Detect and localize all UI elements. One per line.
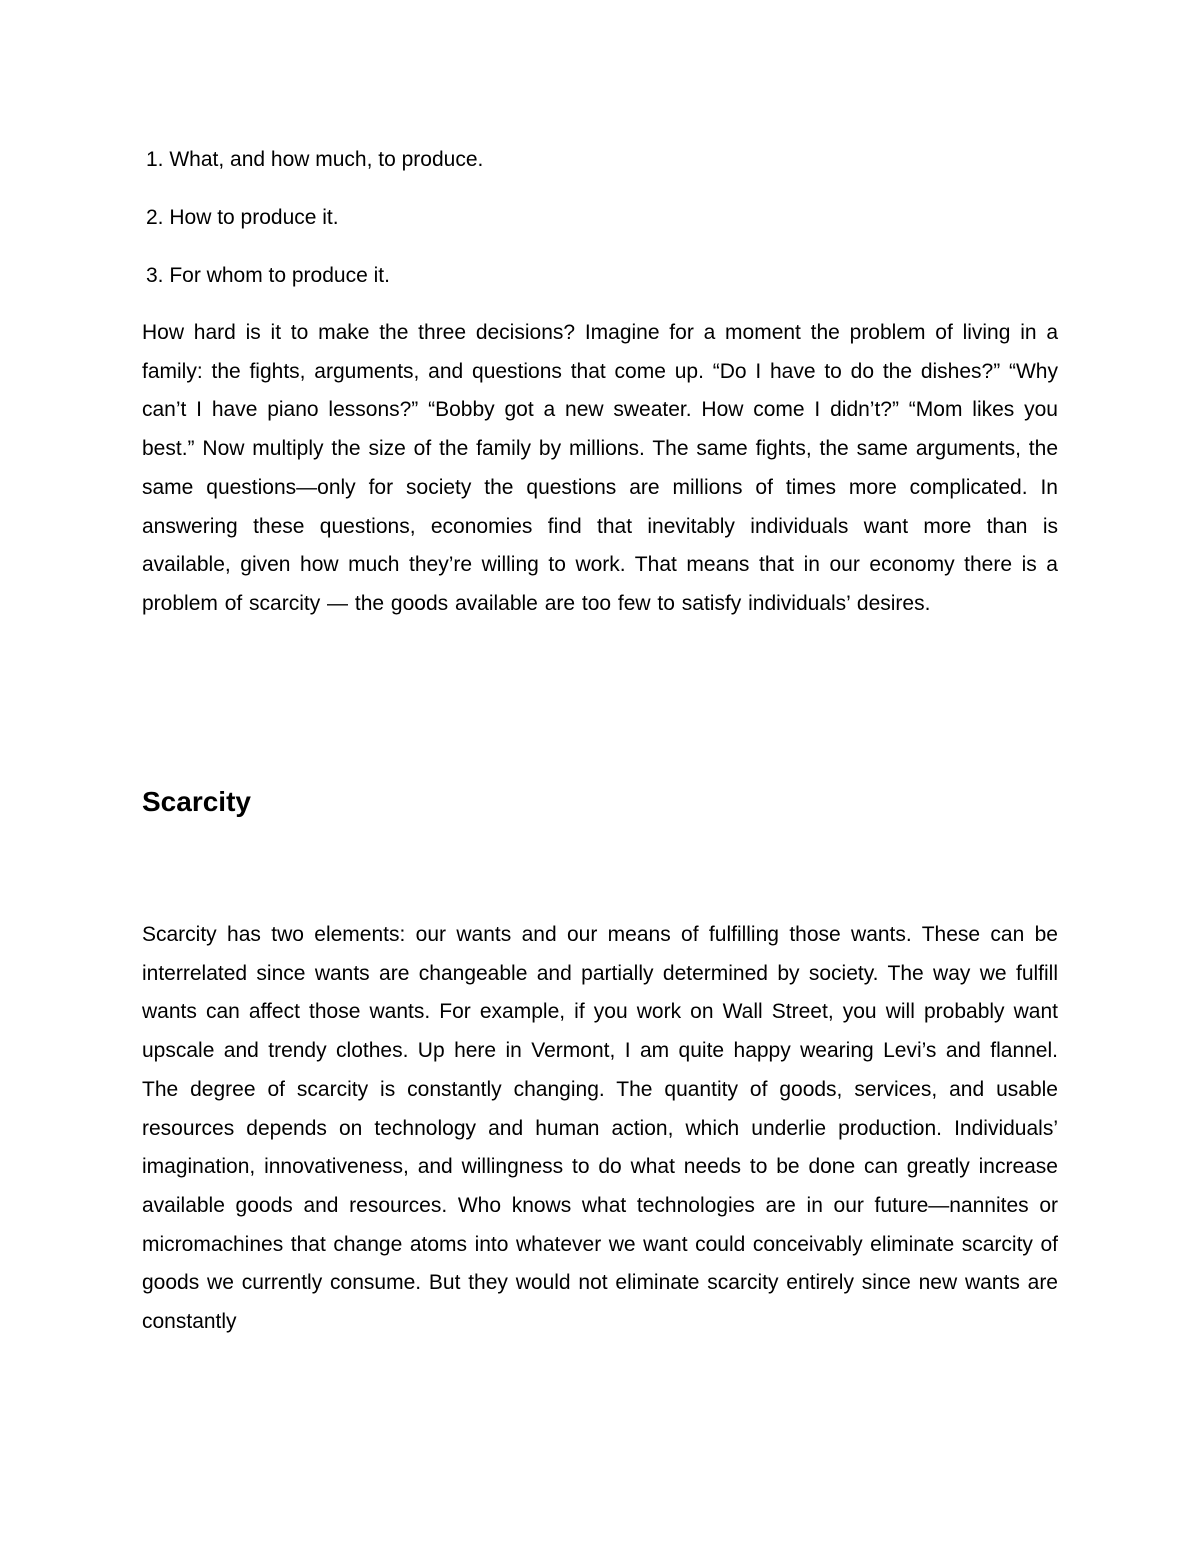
decisions-list — [146, 142, 846, 316]
list-item: 1. What, and how much, to produce. — [146, 148, 484, 171]
paragraph-scarcity: Scarcity has two elements: our wants and our means of fulfilling those wants. These can be interrelated since wants are changeable and partially determined by society. The way we fulfill wants can affect those wants. For example, if you work on Wall Street, you will probably want upscale and trendy clothes. Up here in Vermont, I am quite happy wearing Levi’s and flannel. The degree of scarcity is constantly changing. The quantity of goods, services, and usable resources depends on technology and human action, which underlie production. Individuals’ imagination, innovativeness, and willingness to do what needs to be done can greatly increase available goods and resources. Who knows what technologies are in our future—nannites or micromachines that change atoms into whatever we want could conceivably eliminate scarcity of goods we currently consume. But they would not eliminate scarcity entirely since new wants are constantly — [142, 923, 1058, 1334]
paragraph-three-decisions: How hard is it to make the three decisions? Imagine for a moment the problem of living in a family: the fights, arguments, and questions that come up. “Do I have to do the dishes?” “Why can’t I have piano lessons?” “Bobby got a new sweater. How come I didn’t?” “Mom likes you best.” Now multiply the size of the family by millions. The same fights, the same arguments, the same questions—only for society the questions are millions of times more complicated. In answering these questions, economies find that inevitably individuals want more than is available, given how much they’re willing to work. That means that in our economy there is a problem of scarcity — the goods available are too few to satisfy individuals’ desires. — [142, 321, 1058, 615]
section-heading-scarcity: Scarcity — [142, 786, 251, 817]
list-item: 3. For whom to produce it. — [146, 264, 390, 287]
list-item: 2. How to produce it. — [146, 206, 339, 229]
